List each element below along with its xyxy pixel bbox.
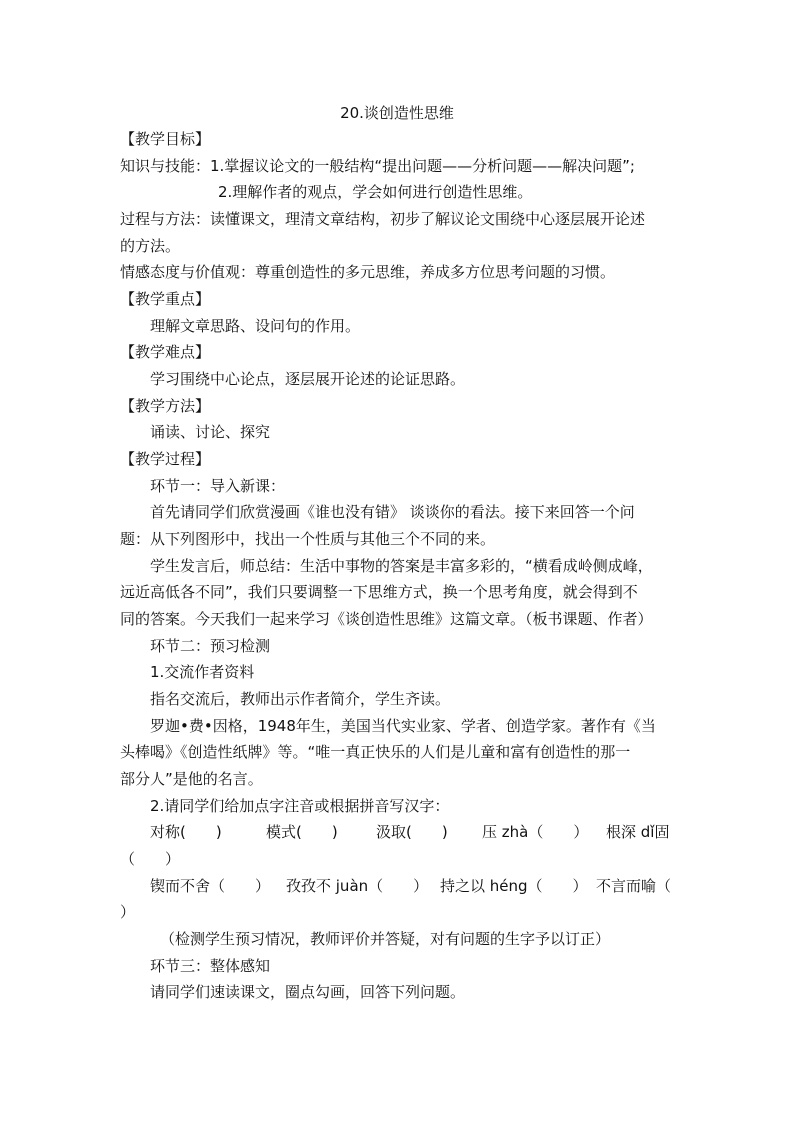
exercise-item: 根深 dǐ固 (606, 823, 670, 841)
step2-title: 环节二：预习检测 (150, 637, 271, 655)
step3-text: 请同学们速读课文，圈点勾画，回答下列问题。 (150, 983, 466, 1001)
section-heading-process: 【教学过程】 (120, 450, 211, 468)
goal-knowledge-line-1: 知识与技能：1.掌握议论文的一般结构“提出问题——分析问题——解决问题”; (120, 157, 635, 175)
exercise-item: 孜孜不 juàn（ ） (286, 877, 429, 895)
exercise-item: 锲而不舍（ ） (150, 877, 271, 895)
key-text: 理解文章思路、设问句的作用。 (150, 317, 361, 335)
step1-paragraph2-line3: 同的答案。今天我们一起来学习《谈创造性思维》这篇文章。（板书课题、作者） (120, 610, 653, 628)
exercise-item: 不言而喻（ (596, 877, 672, 895)
goal-process-line-1: 过程与方法：读懂课文，理清文章结构，初步了解议论文围绕中心逐层展开论述 (120, 210, 646, 228)
section-heading-key: 【教学重点】 (120, 290, 211, 308)
step1-title: 环节一：导入新课： (150, 477, 286, 495)
author-intro-line1: 罗迦•费•因格，1948年生，美国当代实业家、学者、创造学家。著作有《当 (150, 717, 656, 735)
step2-item1-text: 指名交流后，教师出示作者简介，学生齐读。 (150, 690, 451, 708)
goal-knowledge-line-2: 2.理解作者的观点，学会如何进行创造性思维。 (218, 183, 533, 201)
exercise-item: 压 zhà（ ） (482, 823, 589, 841)
page-title: 20.谈创造性思维 (340, 104, 454, 122)
step2-note: （检测学生预习情况，教师评价并答疑，对有问题的生字予以订正） (160, 930, 611, 948)
author-intro-line2: 头棒喝》《创造性纸牌》等。“唯一真正快乐的人们是儿童和富有创造性的那一 (120, 743, 631, 761)
step2-item1: 1.交流作者资料 (150, 663, 255, 681)
exercise-item: 汲取( ) (376, 823, 448, 841)
section-heading-difficulty: 【教学难点】 (120, 343, 211, 361)
method-text: 诵读、讨论、探究 (150, 423, 271, 441)
exercise-item-wrap: ） (120, 903, 136, 921)
step1-paragraph1-line2: 题：从下列图形中，找出一个性质与其他三个不同的来。 (120, 530, 496, 548)
step3-title: 环节三：整体感知 (150, 957, 271, 975)
step1-paragraph2-line2: 远近高低各不同”，我们只要调整一下思维方式，换一个思考角度，就会得到不 (120, 583, 638, 601)
step2-item2: 2.请同学们给加点字注音或根据拼音写汉字： (150, 797, 450, 815)
step1-paragraph1-line1: 首先请同学们欣赏漫画《谁也没有错》 谈谈你的看法。接下来回答一个问 (150, 503, 635, 521)
section-heading-method: 【教学方法】 (120, 397, 211, 415)
exercise-item: 对称( ) (150, 823, 222, 841)
goal-process-line-2: 的方法。 (120, 237, 181, 255)
section-heading-goals: 【教学目标】 (120, 130, 211, 148)
exercise-item: 模式( ) (266, 823, 338, 841)
author-intro-line3: 部分人”是他的名言。 (120, 770, 263, 788)
goal-emotion-line: 情感态度与价值观：尊重创造性的多元思维，养成多方位思考问题的习惯。 (120, 263, 616, 281)
exercise-item: 持之以 héng（ ） (440, 877, 588, 895)
exercise-item-wrap: （ ） (120, 850, 181, 868)
step1-paragraph2-line1: 学生发言后，师总结：生活中事物的答案是丰富多彩的，“横看成岭侧成峰， (150, 557, 653, 575)
difficulty-text: 学习围绕中心论点，逐层展开论述的论证思路。 (150, 370, 466, 388)
